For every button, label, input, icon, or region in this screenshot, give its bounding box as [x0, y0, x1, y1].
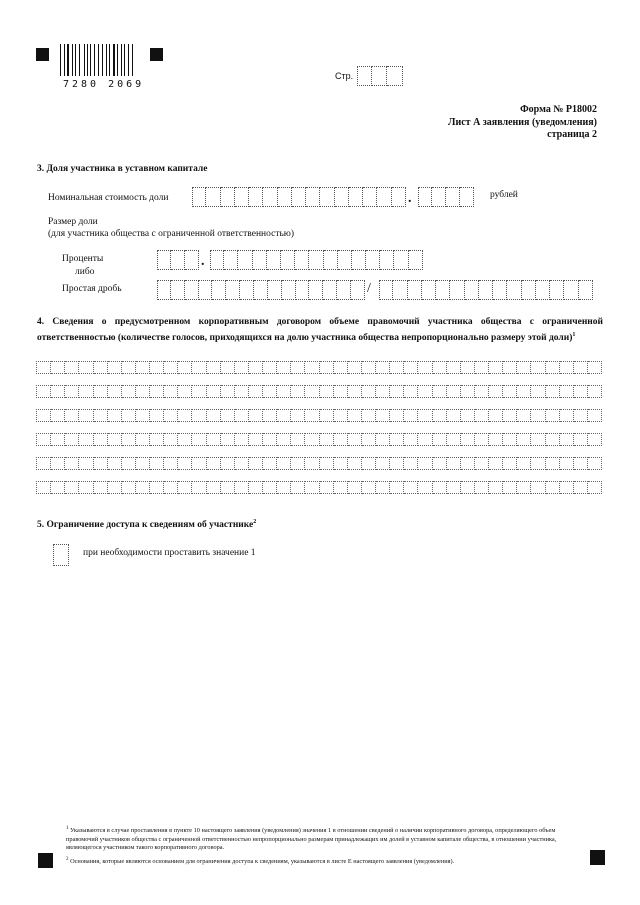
- decimal-point: .: [408, 191, 412, 206]
- section-5-footnote-ref: 2: [253, 519, 257, 525]
- fraction-label: Простая дробь: [62, 284, 122, 294]
- section-4-row[interactable]: [36, 481, 602, 494]
- section-5-title: [37, 519, 256, 530]
- section-4-row[interactable]: [36, 361, 602, 374]
- footnote-1: [66, 825, 584, 853]
- section-5-title-text: 5. Ограничение доступа к сведениям об участнике: [37, 520, 254, 531]
- or-label: либо: [75, 267, 95, 277]
- section-4-row[interactable]: [36, 409, 602, 422]
- access-restriction-checkbox[interactable]: [53, 544, 69, 566]
- section-4-row[interactable]: [36, 433, 602, 446]
- rubles-label: рублей: [490, 190, 518, 200]
- share-size-note: (для участника общества с ограниченной ответственностью): [48, 229, 295, 239]
- nominal-value-kopecks-field[interactable]: [418, 187, 474, 207]
- page-number-field[interactable]: [357, 66, 403, 86]
- footnote-1-text: Указываются в случае проставления в пункте 10 настоящего заявления (уведомления) значения 1 в отношении сведений о наличии корпоративного договора, определяющего объем правомочий участников общества с ограниченной ответственностью непропорционально размерам принадлежащих им долей в уставном капитале общества, в отношении участника, являющегося участником такого корпоративного договора.: [66, 827, 557, 852]
- section-4-title: [37, 316, 603, 344]
- percent-decimal-field[interactable]: [210, 250, 423, 270]
- form-header: [448, 104, 597, 142]
- section-4-footnote-ref: 1: [572, 331, 576, 338]
- registration-mark-bottom-right: [590, 850, 605, 865]
- percent-integer-field[interactable]: [157, 250, 199, 270]
- footnote-1-number: 1: [66, 826, 69, 831]
- form-number: Форма № Р18002: [520, 104, 597, 115]
- share-size-label: Размер доли: [48, 217, 98, 227]
- access-restriction-note: при необходимости проставить значение 1: [83, 548, 256, 558]
- section-4-title-text: 4. Сведения о предусмотренном корпоративным договором объеме правомочий участника общества с ограниченной ответственностью (количестве голосов, приходящихся на долю участника общества непропорционально размеру этой доли): [37, 317, 603, 343]
- section-3-title: 3. Доля участника в уставном капитале: [37, 164, 208, 174]
- section-4-row[interactable]: [36, 385, 602, 398]
- percent-label: Проценты: [62, 254, 104, 264]
- registration-mark-top-right: [150, 48, 163, 61]
- nominal-value-label: Номинальная стоимость доли: [48, 193, 169, 203]
- footnote-2-number: 2: [66, 857, 69, 862]
- page-label: Стр.: [335, 71, 354, 81]
- footnote-2: [66, 856, 584, 867]
- barcode: [60, 44, 136, 76]
- section-4-row[interactable]: [36, 457, 602, 470]
- fraction-slash: /: [367, 281, 371, 296]
- sheet-title: Лист А заявления (уведомления): [448, 116, 597, 128]
- fraction-numerator-field[interactable]: [157, 280, 365, 300]
- registration-mark-top-left: [36, 48, 49, 61]
- nominal-value-rubles-field[interactable]: [192, 187, 406, 207]
- fraction-denominator-field[interactable]: [379, 280, 593, 300]
- registration-mark-bottom-left: [38, 853, 53, 868]
- barcode-number: 7280 2069: [63, 79, 145, 90]
- sheet-page: страница 2: [547, 129, 597, 140]
- footnote-2-text: Основания, которые являются основанием для ограничения доступа к сведениям, указываются в листе Е настоящего заявления (уведомления).: [70, 858, 455, 866]
- percent-decimal-point: .: [201, 254, 205, 269]
